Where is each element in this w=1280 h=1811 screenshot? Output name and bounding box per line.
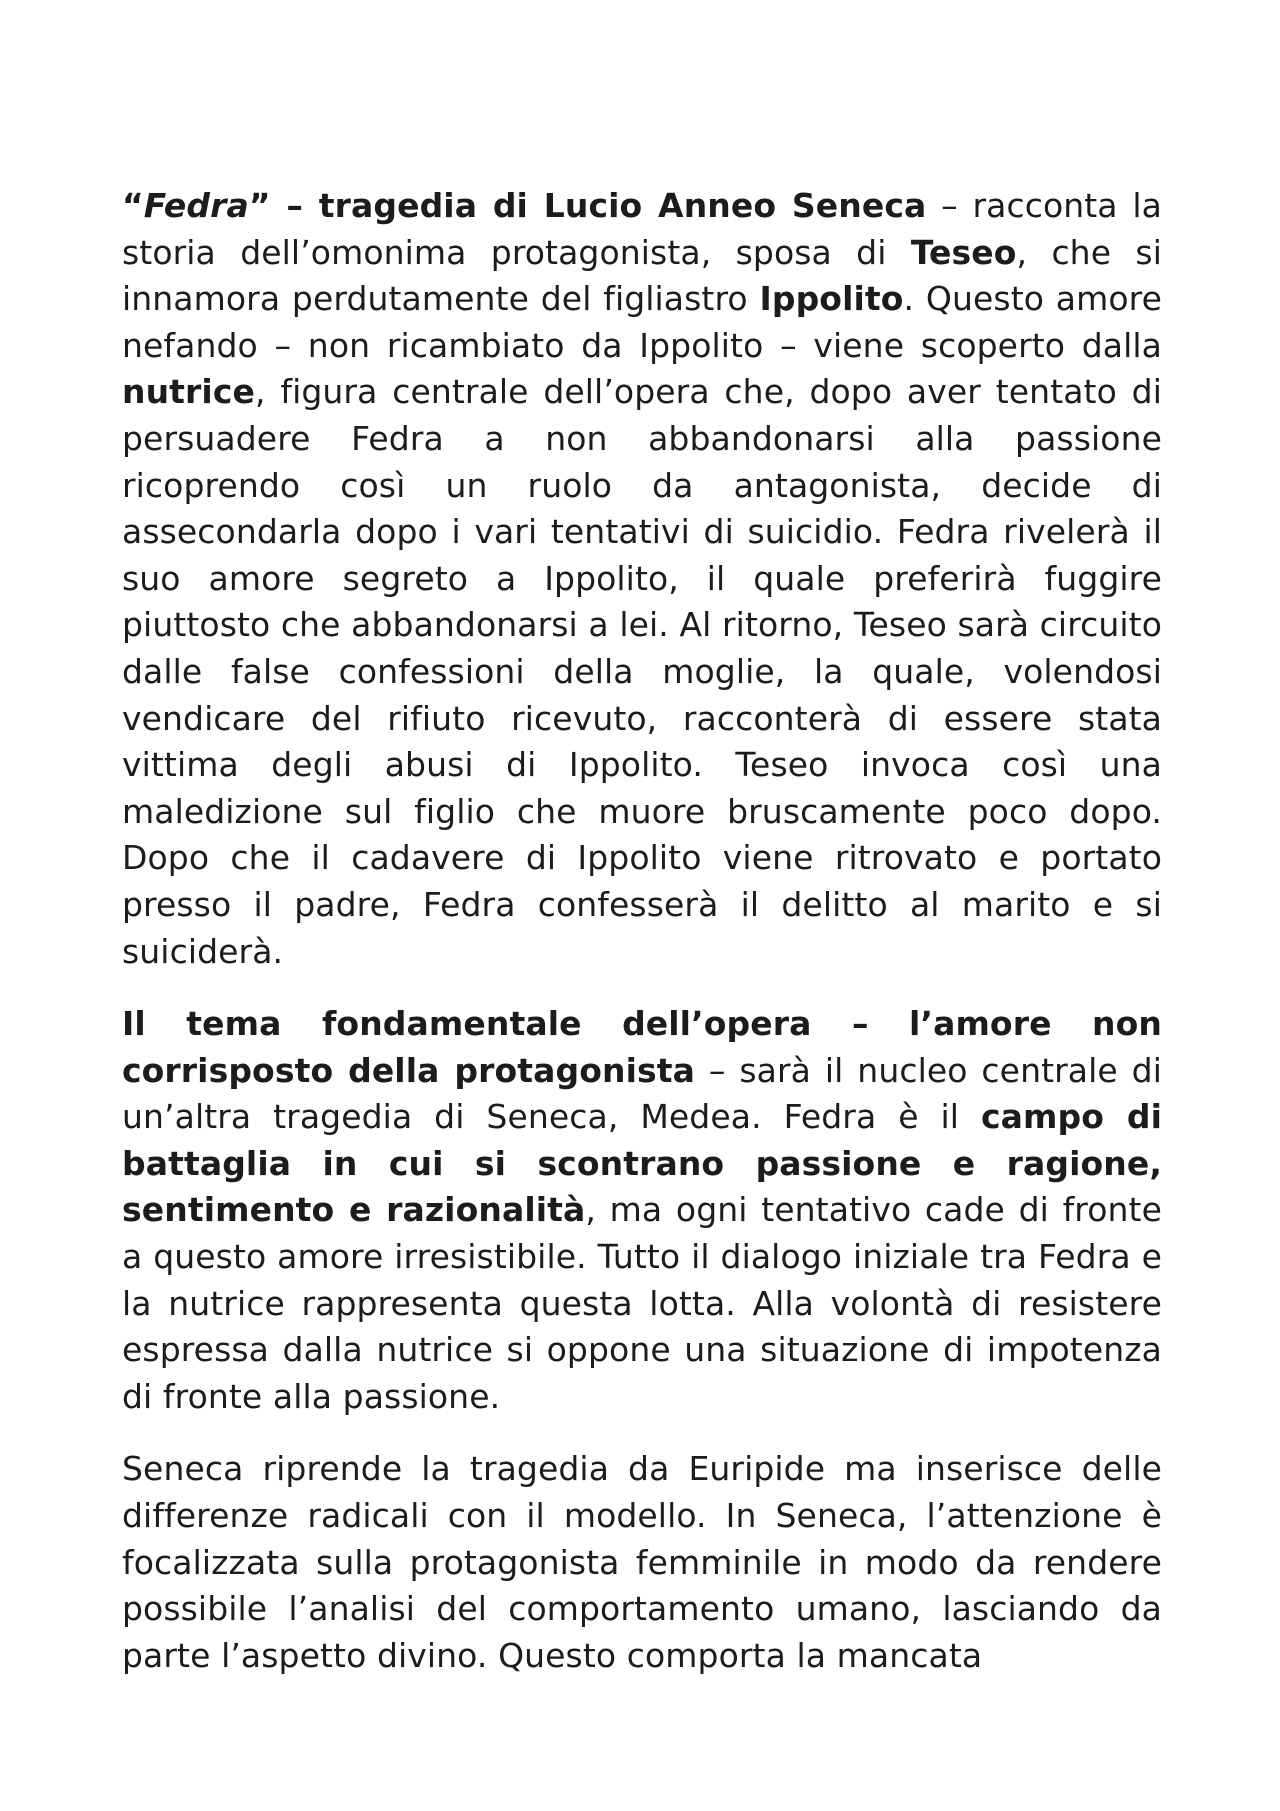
text-span: – racconta la storia dell’omonima protagonista, sposa di — [122, 186, 1162, 272]
bold-title-phrase: ” – tragedia di Lucio Anneo Seneca — [248, 186, 927, 225]
bold-theme-phrase: Il tema fondamentale dell’opera – l’amore non corrisposto della protagonista — [122, 1004, 1162, 1090]
paragraph-plot-summary — [122, 183, 1162, 975]
bold-nutrice: nutrice — [122, 372, 255, 412]
bold-teseo: Teseo — [910, 232, 1017, 272]
text-span: , che si innamora perdutamente del figliastro — [122, 232, 1162, 319]
text-span: . Questo amore nefando – non ricambiato da Ippolito – viene scoperto dalla — [122, 279, 1162, 365]
bold-ippolito: Ippolito — [759, 279, 904, 319]
paragraph-theme — [122, 1001, 1162, 1420]
text-span: , figura centrale dell’opera che, dopo aver tentato di persuadere Fedra a non abbandonarsi alla passione ricoprendo così un ruolo da antagonista, decide di assecondarla dopo i vari tentativi di suicidio. Fedra rivelerà il suo amore segreto a Ippolito, il quale preferirà fuggire piuttosto che abbandonarsi a lei. Al ritorno, Teseo sarà circuito dalle false confessioni della moglie, la quale, volendosi vendicare del rifiuto ricevuto, racconterà di essere stata vittima degli abusi di Ippolito. Teseo invoca così una maledizione sul figlio che muore bruscamente poco dopo. Dopo che il cadavere di Ippolito viene ritrovato e portato presso il padre, Fedra confesserà il delitto al marito e si suiciderà. — [122, 372, 1162, 971]
bold-italic-title: Fedra — [143, 186, 249, 225]
bold-quote-open: “ — [122, 186, 144, 225]
text-span: , ma ogni tentativo cade di fronte a questo amore irresistibile. Tutto il dialogo iniziale tra Fedra e la nutrice rappresenta questa lotta. Alla volontà di resistere espressa dalla nutrice si oppone una situazione di impotenza di fronte alla passione. — [122, 1190, 1162, 1416]
document-page — [122, 183, 1162, 1705]
text-span: Seneca riprende la tragedia da Euripide ma inserisce delle differenze radicali con il modello. In Seneca, l’attenzione è focalizzata sulla protagonista femminile in modo da rendere possibile l’analisi del comportamento umano, lasciando da parte l’aspetto divino. Questo comporta la mancata — [122, 1449, 1162, 1675]
text-span: – sarà il nucleo centrale di un’altra tragedia di Seneca, Medea. Fedra è il — [122, 1050, 1162, 1137]
paragraph-euripide — [122, 1446, 1162, 1679]
bold-battlefield-phrase: campo di battaglia in cui si scontrano passione e ragione, sentimento e razionalità — [122, 1097, 1163, 1230]
